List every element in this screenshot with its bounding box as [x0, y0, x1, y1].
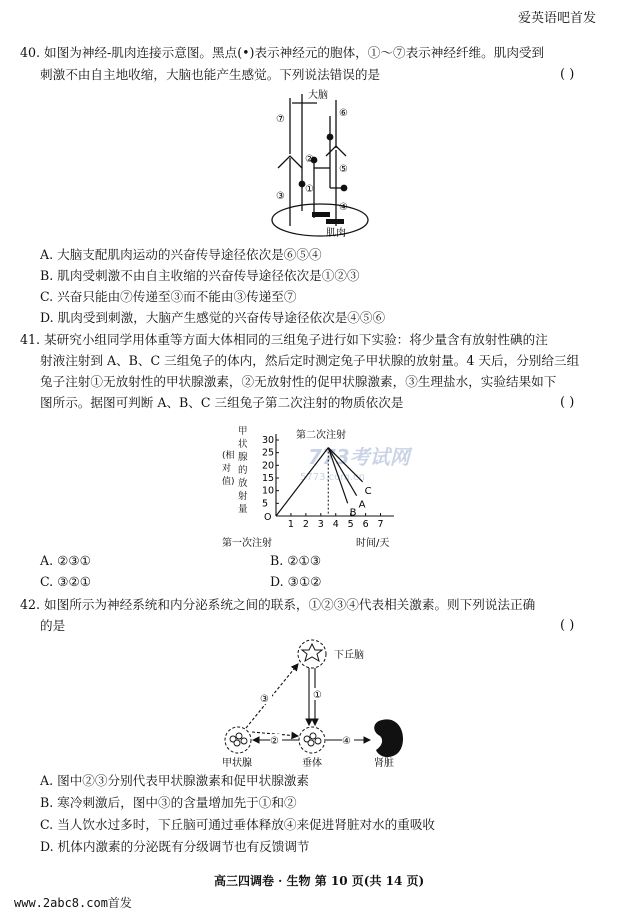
chart-x-tick-label: 7	[377, 519, 384, 530]
q41-option-a: A. ②③①	[40, 553, 91, 568]
chart-x-tick-label: 1	[287, 519, 294, 530]
chart-y-label-paren: (相	[222, 451, 235, 461]
watermark-text: 773考试网	[308, 445, 410, 469]
q40-answer-bracket: ( )	[560, 67, 575, 82]
q40-option-b: B. 肌肉受刺激不由自主收缩的兴奋传导途径依次是①②③	[40, 268, 360, 283]
q41-stem-line3: 兔子注射①无放射性的甲状腺激素，②无放射性的促甲状腺激素，③生理盐水，实验结果如下	[40, 374, 557, 389]
chart-y-tick-label: 10	[262, 485, 275, 497]
chart-series-label-C: C	[364, 485, 372, 497]
chart-origin: O	[264, 512, 272, 523]
nerve-muscle-diagram	[262, 86, 372, 248]
chart-y-tick-label: 15	[262, 473, 275, 484]
chart-x-axis-label: 时间/天	[356, 538, 390, 549]
q42-stem-line1: 42. 如图所示为神经系统和内分泌系统之间的联系，①②③④代表相关激素。则下列说法正确	[20, 597, 536, 612]
svg-text:③: ③	[276, 191, 285, 202]
chart-y-label-char: 腺	[238, 452, 248, 463]
neuroendocrine-diagram	[212, 636, 422, 770]
chart-x-tick-label: 3	[317, 519, 324, 530]
q40-stem-line1: 40. 如图为神经-肌肉连接示意图。黑点(•)表示神经元的胞体，①～⑦表示神经纤维。肌肉受到	[20, 45, 545, 60]
chart-y-label-char: 的	[238, 465, 248, 476]
chart-y-label-char: 甲	[238, 426, 248, 437]
svg-text:②: ②	[305, 154, 314, 165]
watermark-text-2: 5773.com.cn	[300, 472, 365, 483]
svg-text:②: ②	[270, 736, 279, 747]
page-footer: 高三四调卷 · 生物 第 10 页(共 14 页)	[214, 874, 425, 888]
q42-stem-line2: 的是	[40, 618, 66, 633]
q41-stem-line1: 41. 某研究小组同学用体重等方面大体相同的三组兔子进行如下实验：将少量含有放射性碘的注	[20, 332, 548, 347]
q41-option-d: D. ③①②	[270, 574, 322, 589]
effector-mark	[312, 212, 330, 217]
kidney-icon	[374, 719, 403, 757]
hypothalamus-label: 下丘脑	[334, 650, 364, 661]
svg-text:④: ④	[339, 202, 348, 213]
q40-option-c: C. 兴奋只能由⑦传递至③而不能由③传递至⑦	[40, 289, 297, 304]
q41-answer-bracket: ( )	[560, 395, 575, 410]
chart-x-tick-label: 6	[362, 519, 369, 530]
chart-annotation-second-injection: 第二次注射	[296, 430, 346, 441]
q42-option-a: A. 图中②③分别代表甲状腺激素和促甲状腺激素	[40, 773, 309, 788]
radioactivity-line-chart	[220, 422, 420, 550]
chart-y-tick-label: 30	[262, 435, 275, 446]
chart-x-tick-label: 4	[332, 519, 339, 530]
site-header: 爱英语吧首发	[518, 11, 597, 26]
chart-y-label-char: 量	[238, 504, 248, 515]
effector-mark	[326, 219, 344, 224]
svg-text:①: ①	[313, 690, 322, 701]
pituitary-label: 垂体	[302, 758, 322, 769]
neuron-star-icon	[302, 644, 322, 661]
q41-stem-line4: 图所示。据图可判断 A、B、C 三组兔子第二次注射的物质依次是	[40, 395, 404, 410]
q40-option-a: A. 大脑支配肌肉运动的兴奋传导途径依次是⑥⑤④	[40, 247, 322, 262]
q42-option-b: B. 寒冷刺激后，图中③的含量增加先于①和②	[40, 795, 297, 810]
chart-annotation-first-injection: 第一次注射	[222, 538, 272, 549]
chart-series-label-B: B	[349, 507, 357, 519]
chart-y-tick-label: 20	[262, 460, 275, 472]
svg-text:⑦: ⑦	[276, 114, 285, 125]
chart-x-tick-label: 2	[302, 519, 309, 530]
chart-y-label-paren: 对	[222, 464, 232, 474]
svg-text:④: ④	[342, 736, 351, 747]
q42-option-d: D. 机体内激素的分泌既有分级调节也有反馈调节	[40, 839, 310, 854]
chart-y-label-char: 放	[238, 478, 248, 489]
muscle-label: 肌肉	[326, 228, 346, 239]
q41-option-c: C. ③②①	[40, 574, 92, 589]
chart-series-label-A: A	[358, 499, 366, 511]
q40-option-d: D. 肌肉受到刺激，大脑产生感觉的兴奋传导途径依次是④⑤⑥	[40, 310, 386, 325]
chart-x-tick-label: 5	[347, 519, 354, 530]
thyroid-label: 甲状腺	[222, 758, 252, 769]
svg-text:①: ①	[305, 184, 314, 195]
q40-stem-line2: 刺激不由自主地收缩，大脑也能产生感觉。下列说法错误的是	[40, 67, 381, 82]
chart-y-label-char: 射	[238, 491, 248, 502]
footer-site: www.2abc8.com首发	[14, 896, 132, 910]
q41-stem-line2: 射液注射到 A、B、C 三组兔子的体内，然后定时测定兔子甲状腺的放射量。4 天后，分别给三组	[40, 353, 580, 368]
svg-text:⑤: ⑤	[339, 164, 348, 175]
q41-option-b: B. ②①③	[270, 553, 322, 568]
chart-y-tick-label: 5	[262, 498, 269, 510]
kidney-label: 肾脏	[374, 758, 394, 769]
brain-label: 大脑	[308, 90, 328, 101]
svg-text:⑥: ⑥	[339, 108, 348, 119]
cell-body-dot	[327, 134, 334, 141]
chart-y-tick-label: 25	[262, 447, 275, 459]
q42-answer-bracket: ( )	[560, 618, 575, 633]
chart-y-label-char: 状	[238, 439, 248, 450]
svg-text:③: ③	[260, 694, 269, 705]
chart-y-label-paren: 值)	[222, 477, 235, 487]
q42-option-c: C. 当人饮水过多时，下丘脑可通过垂体释放④来促进肾脏对水的重吸收	[40, 817, 436, 832]
